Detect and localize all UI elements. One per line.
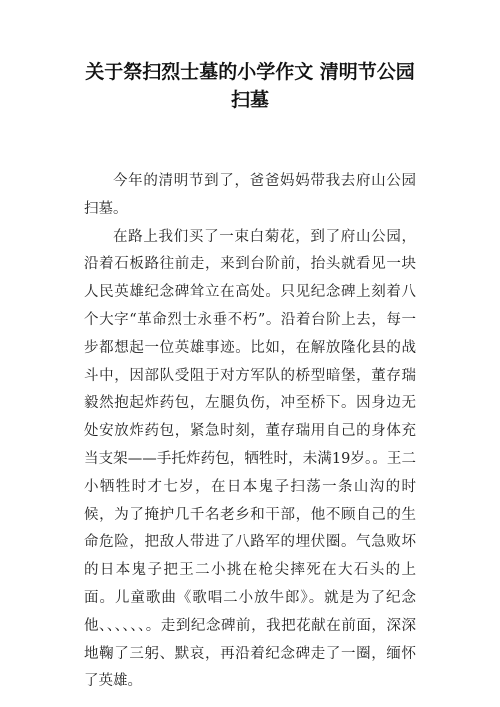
document-body <box>84 168 416 696</box>
paragraph-1: 今年的清明节到了，爸爸妈妈带我去府山公园扫墓。 <box>84 173 416 217</box>
document-title: 关于祭扫烈士墓的小学作文 清明节公园扫墓 <box>85 61 415 111</box>
paragraph-2: 在路上我们买了一束白菊花，到了府山公园，沿着石板路往前走，来到台阶前，抬头就看见一块人民英雄纪念碑耸立在高处。只见纪念碑上刻着八个大字“革命烈士永垂不朽”。沿着台阶上去，每一步都想起一位英雄事迹。比如，在解放隆化县的战斗中，因部队受阻于对方军队的桥型暗堡，董存瑞毅然抱起炸药包，左腿负伤，冲至桥下。因身边无处安放炸药包，紧急时刻，董存瑞用自己的身体充当支架——手托炸药包，牺牲时，未满19岁。。王二小牺牲时才七岁，在日本鬼子扫荡一条山沟的时候，为了掩护几千名老乡和干部，他不顾自己的生命危险，把敌人带进了八路军的埋伏圈。气急败坏的日本鬼子把王二小挑在枪尖摔死在大石头的上面。儿童歌曲《歌唱二小放牛郎》。就是为了纪念他、、、、、、。走到纪念碑前，我把花献在前面，深深地鞠了三躬、默哀，再沿着纪念碑走了一圈，缅怀了英雄。 <box>84 228 416 690</box>
